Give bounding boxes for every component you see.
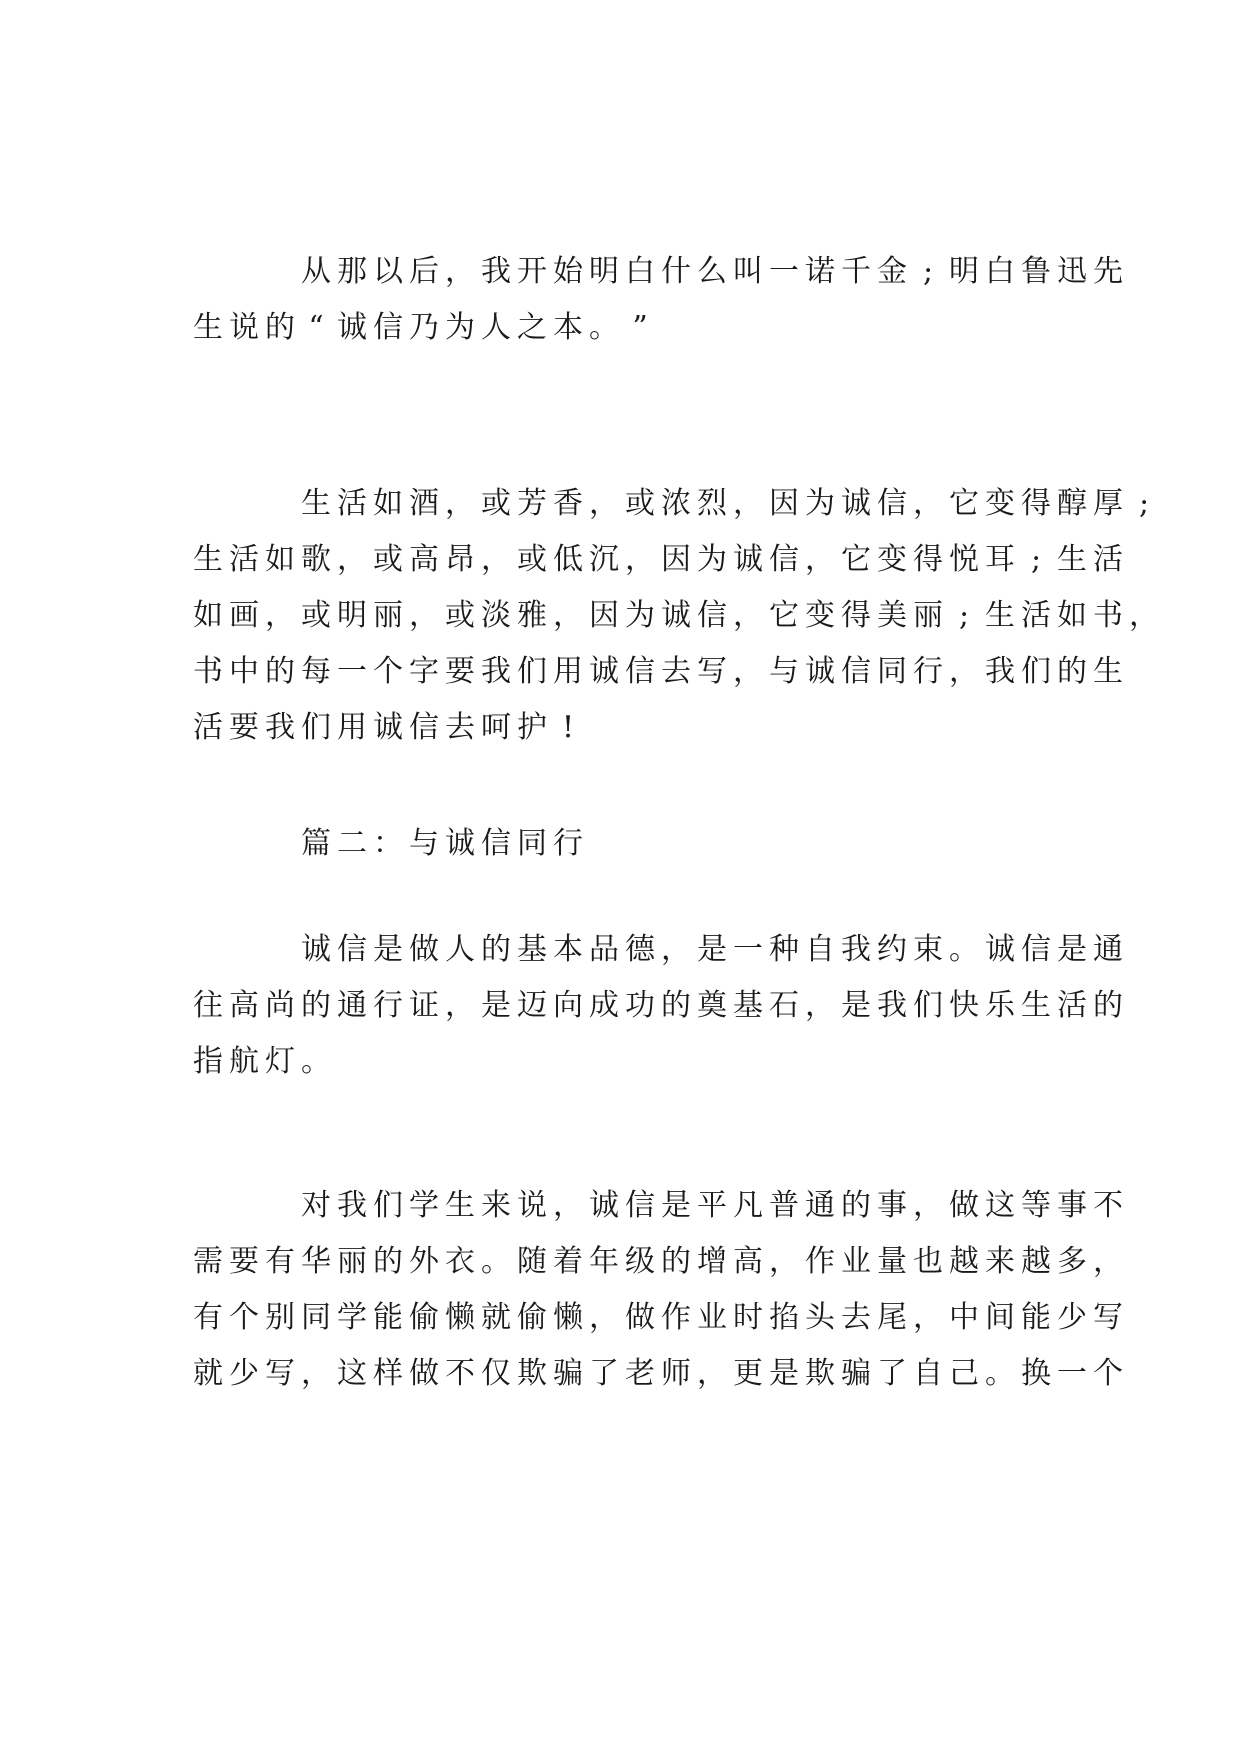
text-line: 书 中 的 每 一 个 字 要 我 们 用 诚 信 去 写 ， 与 诚 信 同 行 ， 我 们 的 生 [193, 654, 1123, 689]
text-line: 对 我 们 学 生 来 说 ， 诚 信 是 平 凡 普 通 的 事 ， 做 这 等 事 不 [301, 1188, 1123, 1223]
text-line: 生 说 的 “ 诚 信 乃 为 人 之 本 。 ” [193, 310, 648, 345]
text-line: 活 要 我 们 用 诚 信 去 呵 护 ! [193, 710, 575, 745]
text-line: 诚 信 是 做 人 的 基 本 品 德 ， 是 一 种 自 我 约 束 。 诚 信 是 通 [301, 932, 1123, 967]
text-line: 往 高 尚 的 通 行 证 ， 是 迈 向 成 功 的 奠 基 石 ， 是 我 们 快 乐 生 活 的 [193, 988, 1123, 1023]
text-line: 指 航 灯 。 [193, 1044, 331, 1079]
paragraph-students-homework [190, 1178, 1123, 1402]
text-line: 就 少 写 ， 这 样 做 不 仅 欺 骗 了 老 师 ， 更 是 欺 骗 了 自 己 。 换 一 个 [193, 1356, 1123, 1391]
text-line: 需 要 有 华 丽 的 外 衣 。 随 着 年 级 的 增 高 ， 作 业 量 也 越 来 越 多 ， [193, 1244, 1123, 1279]
section-heading: 篇 二 ： 与 诚 信 同 行 [301, 826, 583, 861]
paragraph-life-metaphors [190, 476, 1159, 756]
paragraph-integrity-definition [190, 922, 1123, 1090]
text-line: 如 画 ， 或 明 丽 ， 或 淡 雅 ， 因 为 诚 信 ， 它 变 得 美 丽 ; 生 活 如 书 ， [193, 598, 1159, 633]
text-line: 从 那 以 后 ， 我 开 始 明 白 什 么 叫 一 诺 千 金 ; 明 白 鲁 迅 先 [301, 254, 1123, 289]
section-heading-part-two [190, 816, 1070, 872]
paragraph-lu-xun-quote [190, 244, 1123, 356]
text-line: 生 活 如 酒 ， 或 芳 香 ， 或 浓 烈 ， 因 为 诚 信 ， 它 变 得 醇 厚 ; [301, 486, 1150, 521]
text-line: 生 活 如 歌 ， 或 高 昂 ， 或 低 沉 ， 因 为 诚 信 ， 它 变 得 悦 耳 ; 生 活 [193, 542, 1123, 577]
text-line: 有 个 别 同 学 能 偷 懒 就 偷 懒 ， 做 作 业 时 掐 头 去 尾 ， 中 间 能 少 写 [193, 1300, 1123, 1335]
